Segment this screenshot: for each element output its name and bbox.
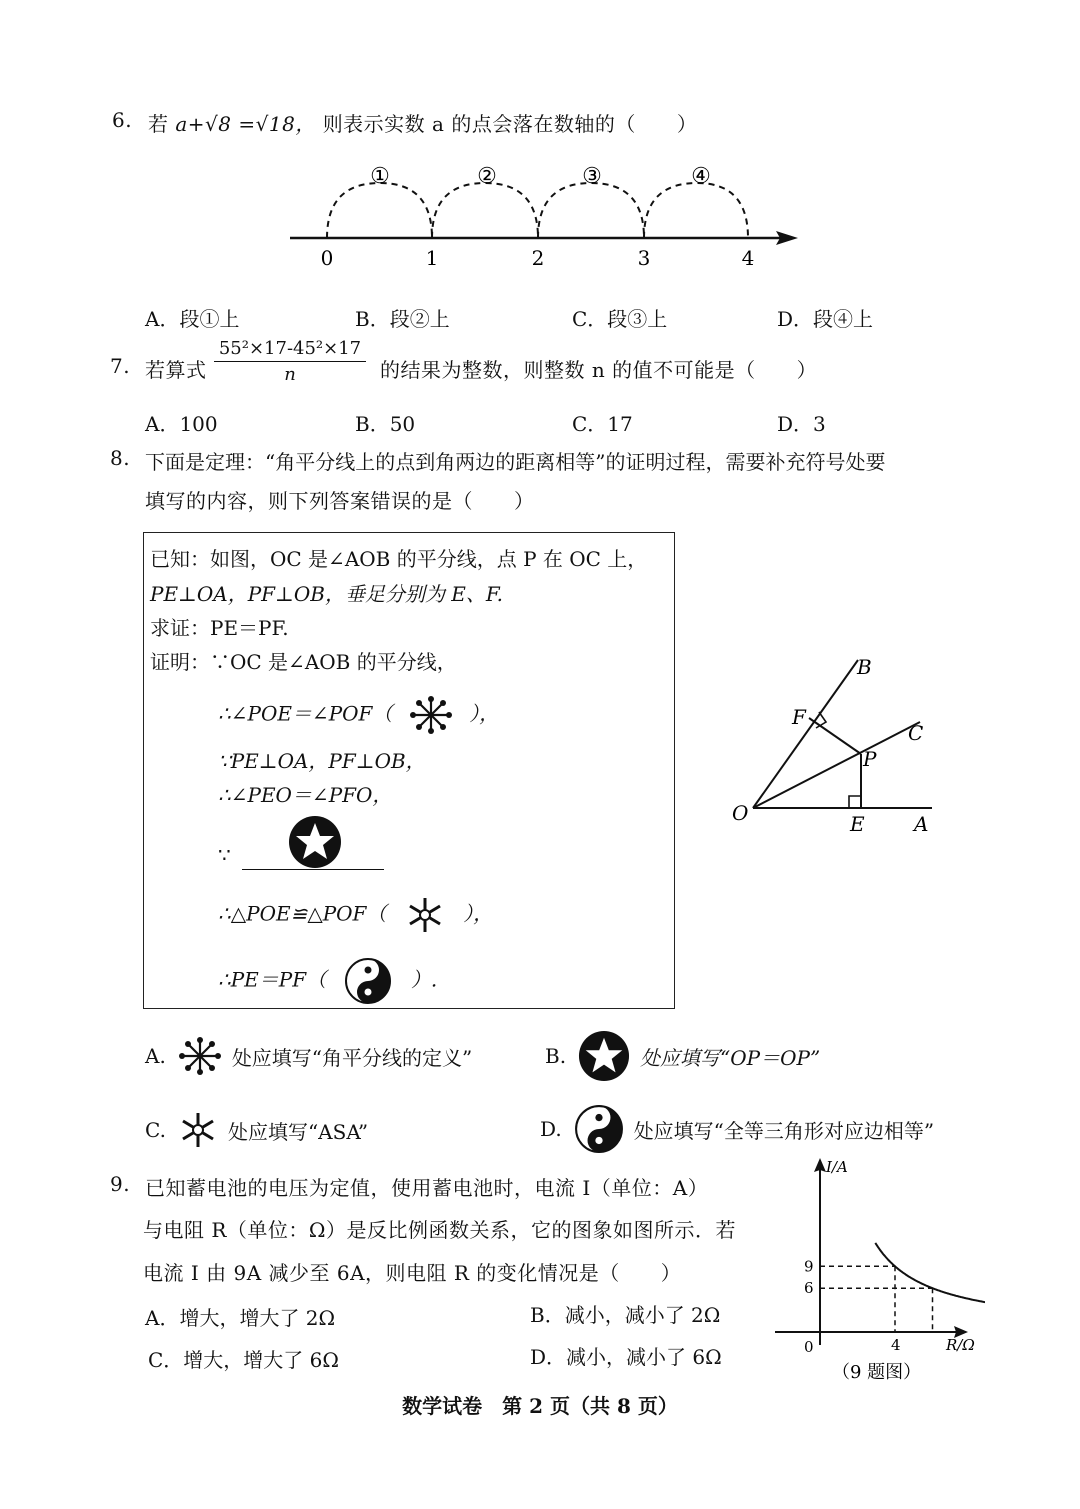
q6-text: 则表示实数 a 的点会落在数轴的（ ） (322, 112, 698, 136)
segment-arc-3 (538, 183, 644, 238)
segment-label-3: ③ (582, 164, 602, 189)
q6-num: 6. (112, 108, 133, 132)
q6-prefix: 若 (148, 112, 169, 136)
q8-line2: 填写的内容，则下列答案错误的是（ ） (145, 489, 535, 513)
q8-num: 8. (110, 446, 131, 470)
segment-arc-2 (432, 183, 538, 238)
q8-option-b-label: B. (545, 1044, 567, 1068)
point-label-f: F (792, 705, 806, 729)
proof-line-3: 求证：PE＝PF. (150, 616, 289, 640)
q8-option-d-text: 处应填写“全等三角形对应边相等” (633, 1118, 935, 1143)
yin-yang-icon (574, 1104, 624, 1154)
q8-option-a-label: A. (145, 1044, 166, 1068)
proof-line-5b: ）， (469, 701, 500, 726)
inverse-proportion-graph (770, 1150, 985, 1390)
q9-line3: 电流 I 由 9A 减少至 6A，则电阻 R 的变化情况是（ ） (143, 1261, 682, 1285)
q9-line1: 已知蓄电池的电压为定值，使用蓄电池时，电流 I（单位：A） (145, 1176, 709, 1200)
q9-option-b: B．减小，减小了 2Ω (530, 1303, 721, 1327)
graph-y-axis-label: I/A (826, 1158, 848, 1176)
q7-option-b: B．50 (355, 412, 416, 436)
q7-prefix: 若算式 (145, 358, 207, 382)
asterisk-symbol-icon (178, 1110, 218, 1150)
q7-numerator: 55²×17-45²×17 (218, 338, 362, 359)
segment-label-2: ② (477, 164, 497, 189)
asterisk-symbol-icon (405, 895, 445, 935)
tick-label-2: 2 (531, 246, 545, 270)
q8-option-a (145, 1036, 472, 1076)
proof-line-4: 证明：∵OC 是∠AOB 的平分线， (150, 650, 457, 674)
proof-line-9a: ∴△POE≌△POF（ (218, 901, 387, 926)
q7-fraction (214, 338, 366, 385)
point-label-a: A (914, 812, 929, 836)
tick-label-3: 3 (637, 246, 651, 270)
q8-option-b-text: 处应填写“OP＝OP” (640, 1045, 821, 1070)
proof-line-5a: ∴∠POE＝∠POF（ (218, 701, 393, 726)
q6-option-d: D．段④上 (777, 307, 874, 331)
q8-option-a-text: 处应填写“角平分线的定义” (231, 1045, 473, 1070)
segment-arc-1 (327, 183, 432, 238)
point-label-o: O (732, 801, 749, 825)
proof-line-9 (218, 895, 493, 935)
graph-caption: （9 题图） (832, 1362, 922, 1383)
proof-line-9b: ）， (463, 901, 494, 926)
proof-line-10a: ∴PE＝PF（ (218, 967, 327, 992)
q8-option-d (540, 1104, 934, 1154)
tick-label-1: 1 (425, 246, 439, 270)
graph-x-tick-4: 4 (891, 1336, 901, 1354)
graph-y-tick-9: 9 (804, 1257, 814, 1276)
graph-y-tick-6: 6 (804, 1279, 814, 1298)
ray-ob (753, 660, 858, 808)
q8-option-d-label: D. (540, 1117, 562, 1141)
q6-option-b: B．段②上 (355, 307, 450, 331)
proof-line-7: ∴∠PEO＝∠PFO， (218, 783, 393, 807)
point-label-p: P (863, 747, 877, 771)
q7-num: 7. (110, 354, 131, 378)
star-circle-icon (288, 815, 342, 869)
segment-label-1: ① (370, 164, 390, 189)
sparkle-symbol-icon (409, 695, 453, 735)
proof-line-5 (218, 695, 499, 735)
page-footer: 数学试卷 第 2 页（共 8 页） (402, 1394, 678, 1418)
right-angle-e (849, 796, 861, 808)
point-label-b: B (857, 655, 872, 679)
segment-pf (809, 718, 861, 754)
q8-option-b (545, 1030, 820, 1082)
yin-yang-icon (344, 957, 392, 1005)
sparkle-symbol-icon (178, 1036, 222, 1076)
q8-line1: 下面是定理：“角平分线上的点到角两边的距离相等”的证明过程，需要补充符号处要 (145, 450, 886, 474)
q7-option-a: A．100 (145, 412, 218, 436)
q6-stem (148, 108, 697, 137)
tick-label-0: 0 (320, 246, 334, 270)
right-angle-f (816, 712, 826, 728)
point-label-e: E (850, 812, 865, 836)
segment-arc-4 (644, 183, 748, 238)
fraction-bar (214, 361, 366, 362)
q6-equation: a+√8 =√18， (175, 112, 316, 136)
q9-option-a: A．增大，增大了 2Ω (145, 1306, 336, 1330)
q6-option-c: C．段③上 (572, 307, 668, 331)
ray-oc (753, 722, 920, 808)
graph-x-axis-label: R/Ω (946, 1336, 975, 1354)
graph-curve (875, 1243, 985, 1303)
star-circle-icon (578, 1030, 630, 1082)
proof-line-1: 已知：如图，OC 是∠AOB 的平分线，点 P 在 OC 上， (150, 547, 648, 571)
q7-denominator: n (284, 364, 296, 385)
q8-option-c-text: 处应填写“ASA” (227, 1119, 369, 1144)
q7-option-d: D．3 (777, 412, 826, 436)
q9-num: 9. (110, 1172, 131, 1196)
proof-line-2: PE⊥OA，PF⊥OB，垂足分别为 E、F. (150, 582, 504, 606)
segment-label-4: ④ (691, 164, 711, 189)
q6-option-a: A．段①上 (145, 307, 240, 331)
proof-line-8-because: ∵ (218, 843, 231, 867)
angle-bisector-figure (720, 650, 950, 840)
q7-option-c: C．17 (572, 412, 633, 436)
tick-label-4: 4 (741, 246, 755, 270)
blank-underline (242, 869, 384, 870)
number-line-figure (280, 155, 810, 275)
q7-text: 的结果为整数，则整数 n 的值不可能是（ ） (380, 358, 818, 382)
graph-origin-label: 0 (804, 1338, 814, 1356)
q9-line2: 与电阻 R（单位：Ω）是反比例函数关系，它的图象如图所示．若 (143, 1218, 736, 1242)
q8-option-c-label: C. (145, 1118, 166, 1142)
proof-line-6: ∵PE⊥OA，PF⊥OB， (218, 749, 426, 773)
proof-box (143, 532, 675, 1009)
graph-y-axis-arrow (814, 1158, 826, 1172)
q8-option-c (145, 1110, 368, 1150)
q9-option-c: C．增大，增大了 6Ω (148, 1348, 339, 1372)
proof-line-10b: ）. (410, 967, 438, 992)
proof-line-10 (218, 957, 437, 1005)
q9-option-d: D．减小，减小了 6Ω (530, 1345, 722, 1369)
point-label-c: C (908, 721, 924, 745)
